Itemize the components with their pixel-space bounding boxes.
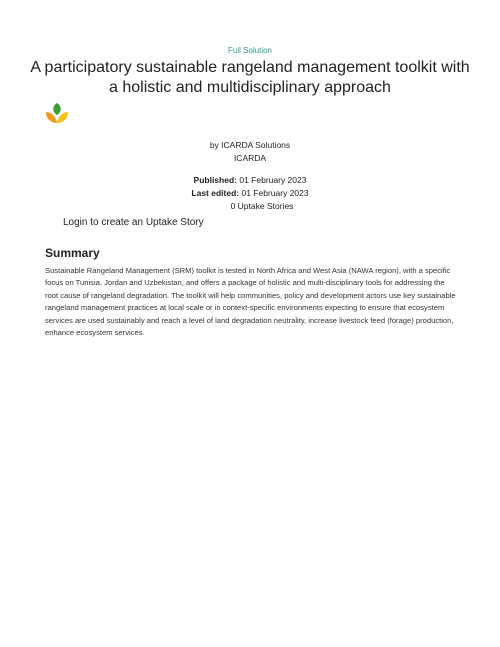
last-edited-label: Last edited: xyxy=(191,188,240,198)
page-title: A participatory sustainable rangeland management toolkit with a holistic and multidisciplinary approach xyxy=(30,59,470,96)
author-organization: ICARDA xyxy=(233,153,267,163)
author-byline: by ICARDA Solutions xyxy=(209,140,291,150)
summary-text: Sustainable Rangeland Management (SRM) toolkit is tested in North Africa and West Asia (NAWA region), with a specific focus on Tunisia, Jordan and Uzbekistan, and offers a package of holistic and multi-disciplinary tools for addressing the root cause of rangeland degradation. The toolkit will help communities, policy and development actors use key sustainable rangeland management practices at local scale or in context-specific environments expecting to ensure that ecosystem services are used sustainably and reach a level of land degradation neutrality, increase livestock feed (forage) production, enhance ecosystem services. xyxy=(45,266,456,338)
summary-heading: Summary xyxy=(45,246,100,260)
published-label: Published: xyxy=(193,175,237,185)
last-edited-date xyxy=(0,188,500,198)
uptake-stories-count: 0 Uptake Stories xyxy=(230,201,294,211)
published-date xyxy=(0,175,500,185)
published-value: 01 February 2023 xyxy=(239,175,307,185)
leaf-sprout-icon xyxy=(45,102,69,124)
login-uptake-story-link[interactable]: Login to create an Uptake Story xyxy=(63,217,204,228)
solution-category: Full Solution xyxy=(227,46,273,55)
last-edited-value: 01 February 2023 xyxy=(241,188,309,198)
